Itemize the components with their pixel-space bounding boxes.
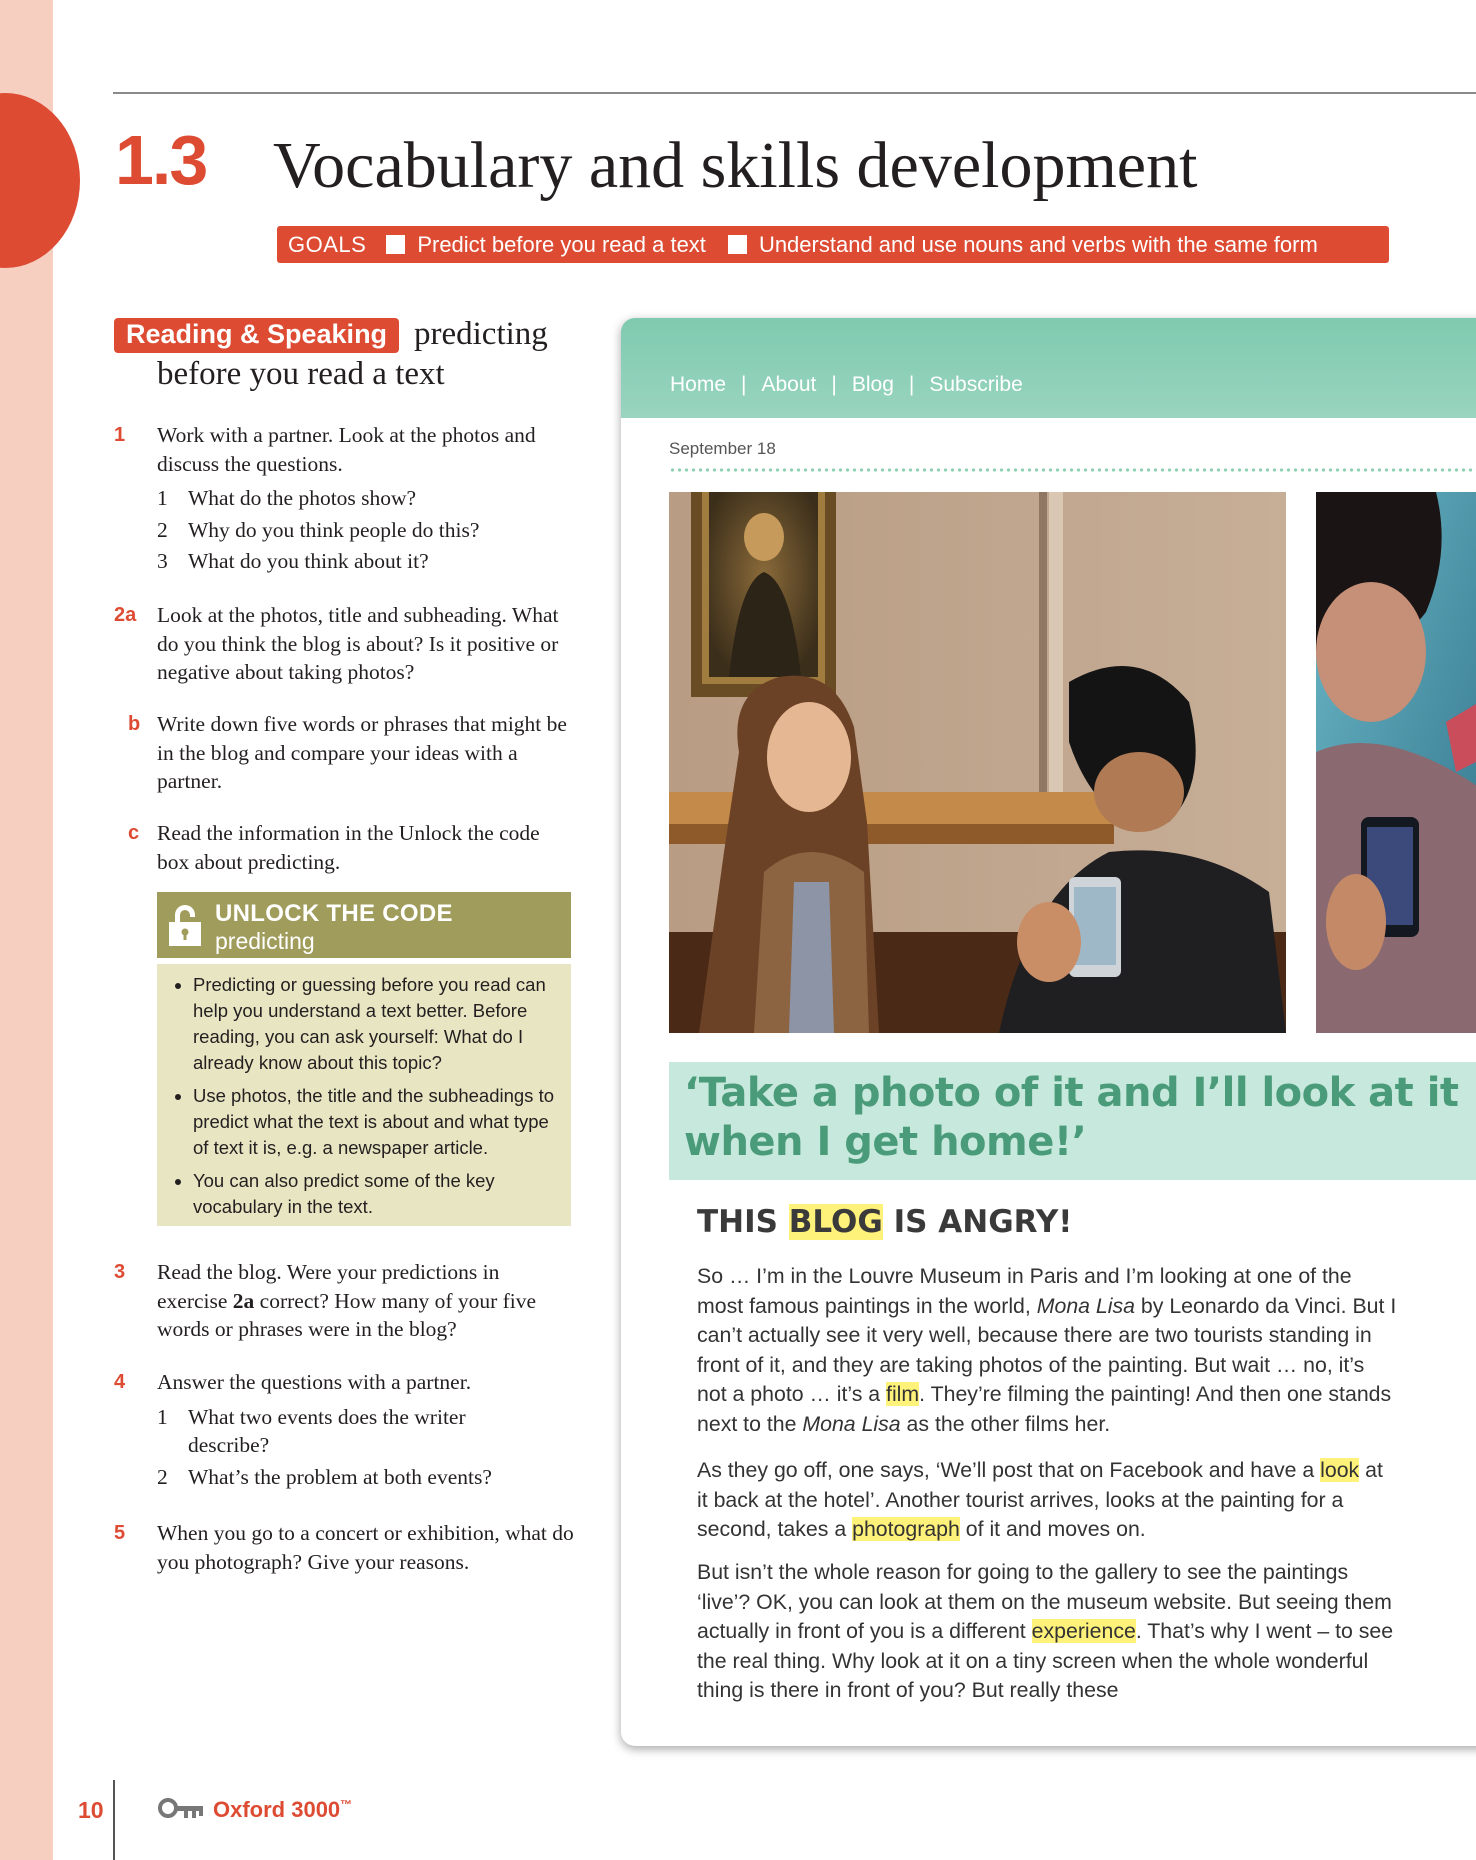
- unlock-code-body: [157, 964, 571, 1226]
- exercise-subquestion: 1 What two events does the writer describe?: [157, 1404, 466, 1457]
- unlock-code-title: UNLOCK THE CODE: [215, 900, 453, 927]
- goals-label: GOALS: [288, 231, 367, 257]
- exercise-5: [114, 1519, 574, 1576]
- oxford-3000-label: Oxford 3000™: [213, 1797, 353, 1822]
- blog-nav-links: [670, 373, 1023, 397]
- section-marker-circle: [0, 93, 80, 268]
- exercise-text: Work with a partner. Look at the photos and discuss the questions.: [157, 423, 536, 476]
- blog-date: September 18: [669, 439, 776, 458]
- goal-text: Understand and use nouns and verbs with the same form: [758, 231, 1318, 257]
- exercise-number: c: [128, 822, 140, 844]
- unlock-bullet: • Predicting or guessing before you read can help you understand a text better. Before reading, you can ask yourself: What do I already know about this topic?: [193, 972, 561, 1076]
- exercise-2a: [114, 601, 574, 687]
- exercise-number: 2a: [114, 604, 137, 626]
- key-icon: [158, 1797, 206, 1821]
- highlighted-word: BLOG: [788, 1204, 883, 1240]
- exercise-number: 4: [114, 1371, 126, 1393]
- padlock-icon: [167, 904, 203, 948]
- exercise-subquestion: 3 What do you think about it?: [157, 549, 429, 573]
- exercise-number: 5: [114, 1522, 126, 1544]
- goals-bar: [277, 226, 1389, 263]
- footer-rule: [113, 1780, 115, 1860]
- highlighted-word: experience: [1031, 1619, 1136, 1643]
- blog-headline: ‘Take a photo of it and I’ll look at it when I get home!’: [684, 1070, 1459, 1165]
- nav-home-link[interactable]: Home: [670, 373, 727, 396]
- checkbox-icon: [386, 235, 405, 254]
- skill-subtitle-line1: predicting: [414, 316, 548, 352]
- exercise-text: Read the blog. Were your predictions in exercise 2a correct? How many of your five words or phrases were in the blog?: [157, 1260, 537, 1341]
- page-margin-strip: [0, 0, 53, 1860]
- nav-blog-link[interactable]: Blog: [851, 373, 894, 396]
- unlock-bullet: • You can also predict some of the key vocabulary in the text.: [193, 1168, 561, 1220]
- page-number: 10: [78, 1797, 104, 1823]
- exercise-4: [114, 1368, 574, 1491]
- goal-item: [386, 232, 706, 258]
- skill-subtitle-line2: before you read a text: [157, 356, 445, 392]
- exercise-3: [114, 1258, 574, 1344]
- top-rule: [113, 92, 1476, 94]
- page-title: Vocabulary and skills development: [273, 129, 1198, 202]
- exercise-text: Read the information in the Unlock the code box about predicting.: [157, 821, 540, 874]
- exercise-subquestion: 2 What’s the problem at both events?: [157, 1464, 492, 1489]
- exercise-2c: [114, 819, 574, 876]
- photo-concert-phone: [1316, 492, 1476, 1033]
- exercise-text: Answer the questions with a partner.: [157, 1370, 472, 1394]
- unlock-code-header: [157, 892, 571, 958]
- nav-about-link[interactable]: About: [761, 373, 817, 396]
- exercise-number: 1: [114, 424, 126, 446]
- goal-text: Predict before you read a text: [417, 231, 706, 257]
- checkbox-icon: [728, 235, 747, 254]
- blog-panel: [621, 318, 1476, 1746]
- unlock-bullet: • Use photos, the title and the subheadings to predict what the text is about and what type of text it is, e.g. a newspaper article.: [193, 1083, 561, 1161]
- nav-separator: |: [741, 373, 747, 396]
- highlighted-word: photograph: [852, 1517, 960, 1541]
- exercise-number: b: [128, 713, 141, 735]
- blog-paragraph-2: As they go off, one says, ‘We’ll post that on Facebook and have a look at it back at the hotel’. Another tourist arrives, looks at the painting for a second, takes a photograph of it and moves on.: [697, 1458, 1383, 1541]
- exercise-text: Look at the photos, title and subheading. What do you think the blog is about? Is it positive or negative about taking photos?: [157, 603, 559, 684]
- exercise-2b: [114, 710, 574, 796]
- goal-item: [728, 232, 1318, 258]
- exercise-text: When you go to a concert or exhibition, what do you photograph? Give your reasons.: [157, 1521, 574, 1574]
- dotted-divider: [669, 468, 1476, 472]
- highlighted-word: look: [1320, 1458, 1360, 1482]
- section-number: 1.3: [115, 121, 207, 199]
- highlighted-word: film: [886, 1382, 920, 1406]
- blog-headline-band: [669, 1062, 1476, 1180]
- blog-nav-bar: [621, 318, 1476, 418]
- blog-paragraph-1: So … I’m in the Louvre Museum in Paris and I’m looking at one of the most famous paintings in the world, Mona Lisa by Leonardo da Vinci. But I can’t actually see it very well, because there are two tourists standing in front of it, and they are taking photos of the painting. But wait … no, it’s not a photo … it’s a film. They’re filming the painting! And then one stands next to the Mona Lisa as the other films her.: [697, 1264, 1397, 1436]
- blog-paragraph-3: But isn’t the whole reason for going to the gallery to see the paintings ‘live’? OK, you can look at them on the museum website. But seeing them actually in front of you is a different experience. That’s why I went – to see the real thing. Why look at it on a tiny screen when the whole wonderful thing is there in front of you? But really these: [697, 1560, 1394, 1702]
- exercise-1: [114, 421, 574, 576]
- nav-separator: |: [831, 373, 837, 396]
- photo-mona-lisa-tourists: [669, 492, 1286, 1033]
- exercise-number: 3: [114, 1261, 126, 1283]
- nav-separator: |: [908, 373, 915, 396]
- exercise-text: Write down five words or phrases that might be in the blog and compare your ideas with a partner.: [157, 712, 567, 793]
- nav-subscribe-link[interactable]: Subscribe: [929, 373, 1023, 396]
- unlock-code-subtitle: predicting: [215, 928, 315, 954]
- exercise-subquestion: 2 Why do you think people do this?: [157, 517, 480, 542]
- exercise-subquestion: 1 What do the photos show?: [157, 486, 417, 510]
- skill-badge: Reading & Speaking: [114, 318, 399, 353]
- blog-subheading: THIS BLOG IS ANGRY!: [697, 1204, 1073, 1240]
